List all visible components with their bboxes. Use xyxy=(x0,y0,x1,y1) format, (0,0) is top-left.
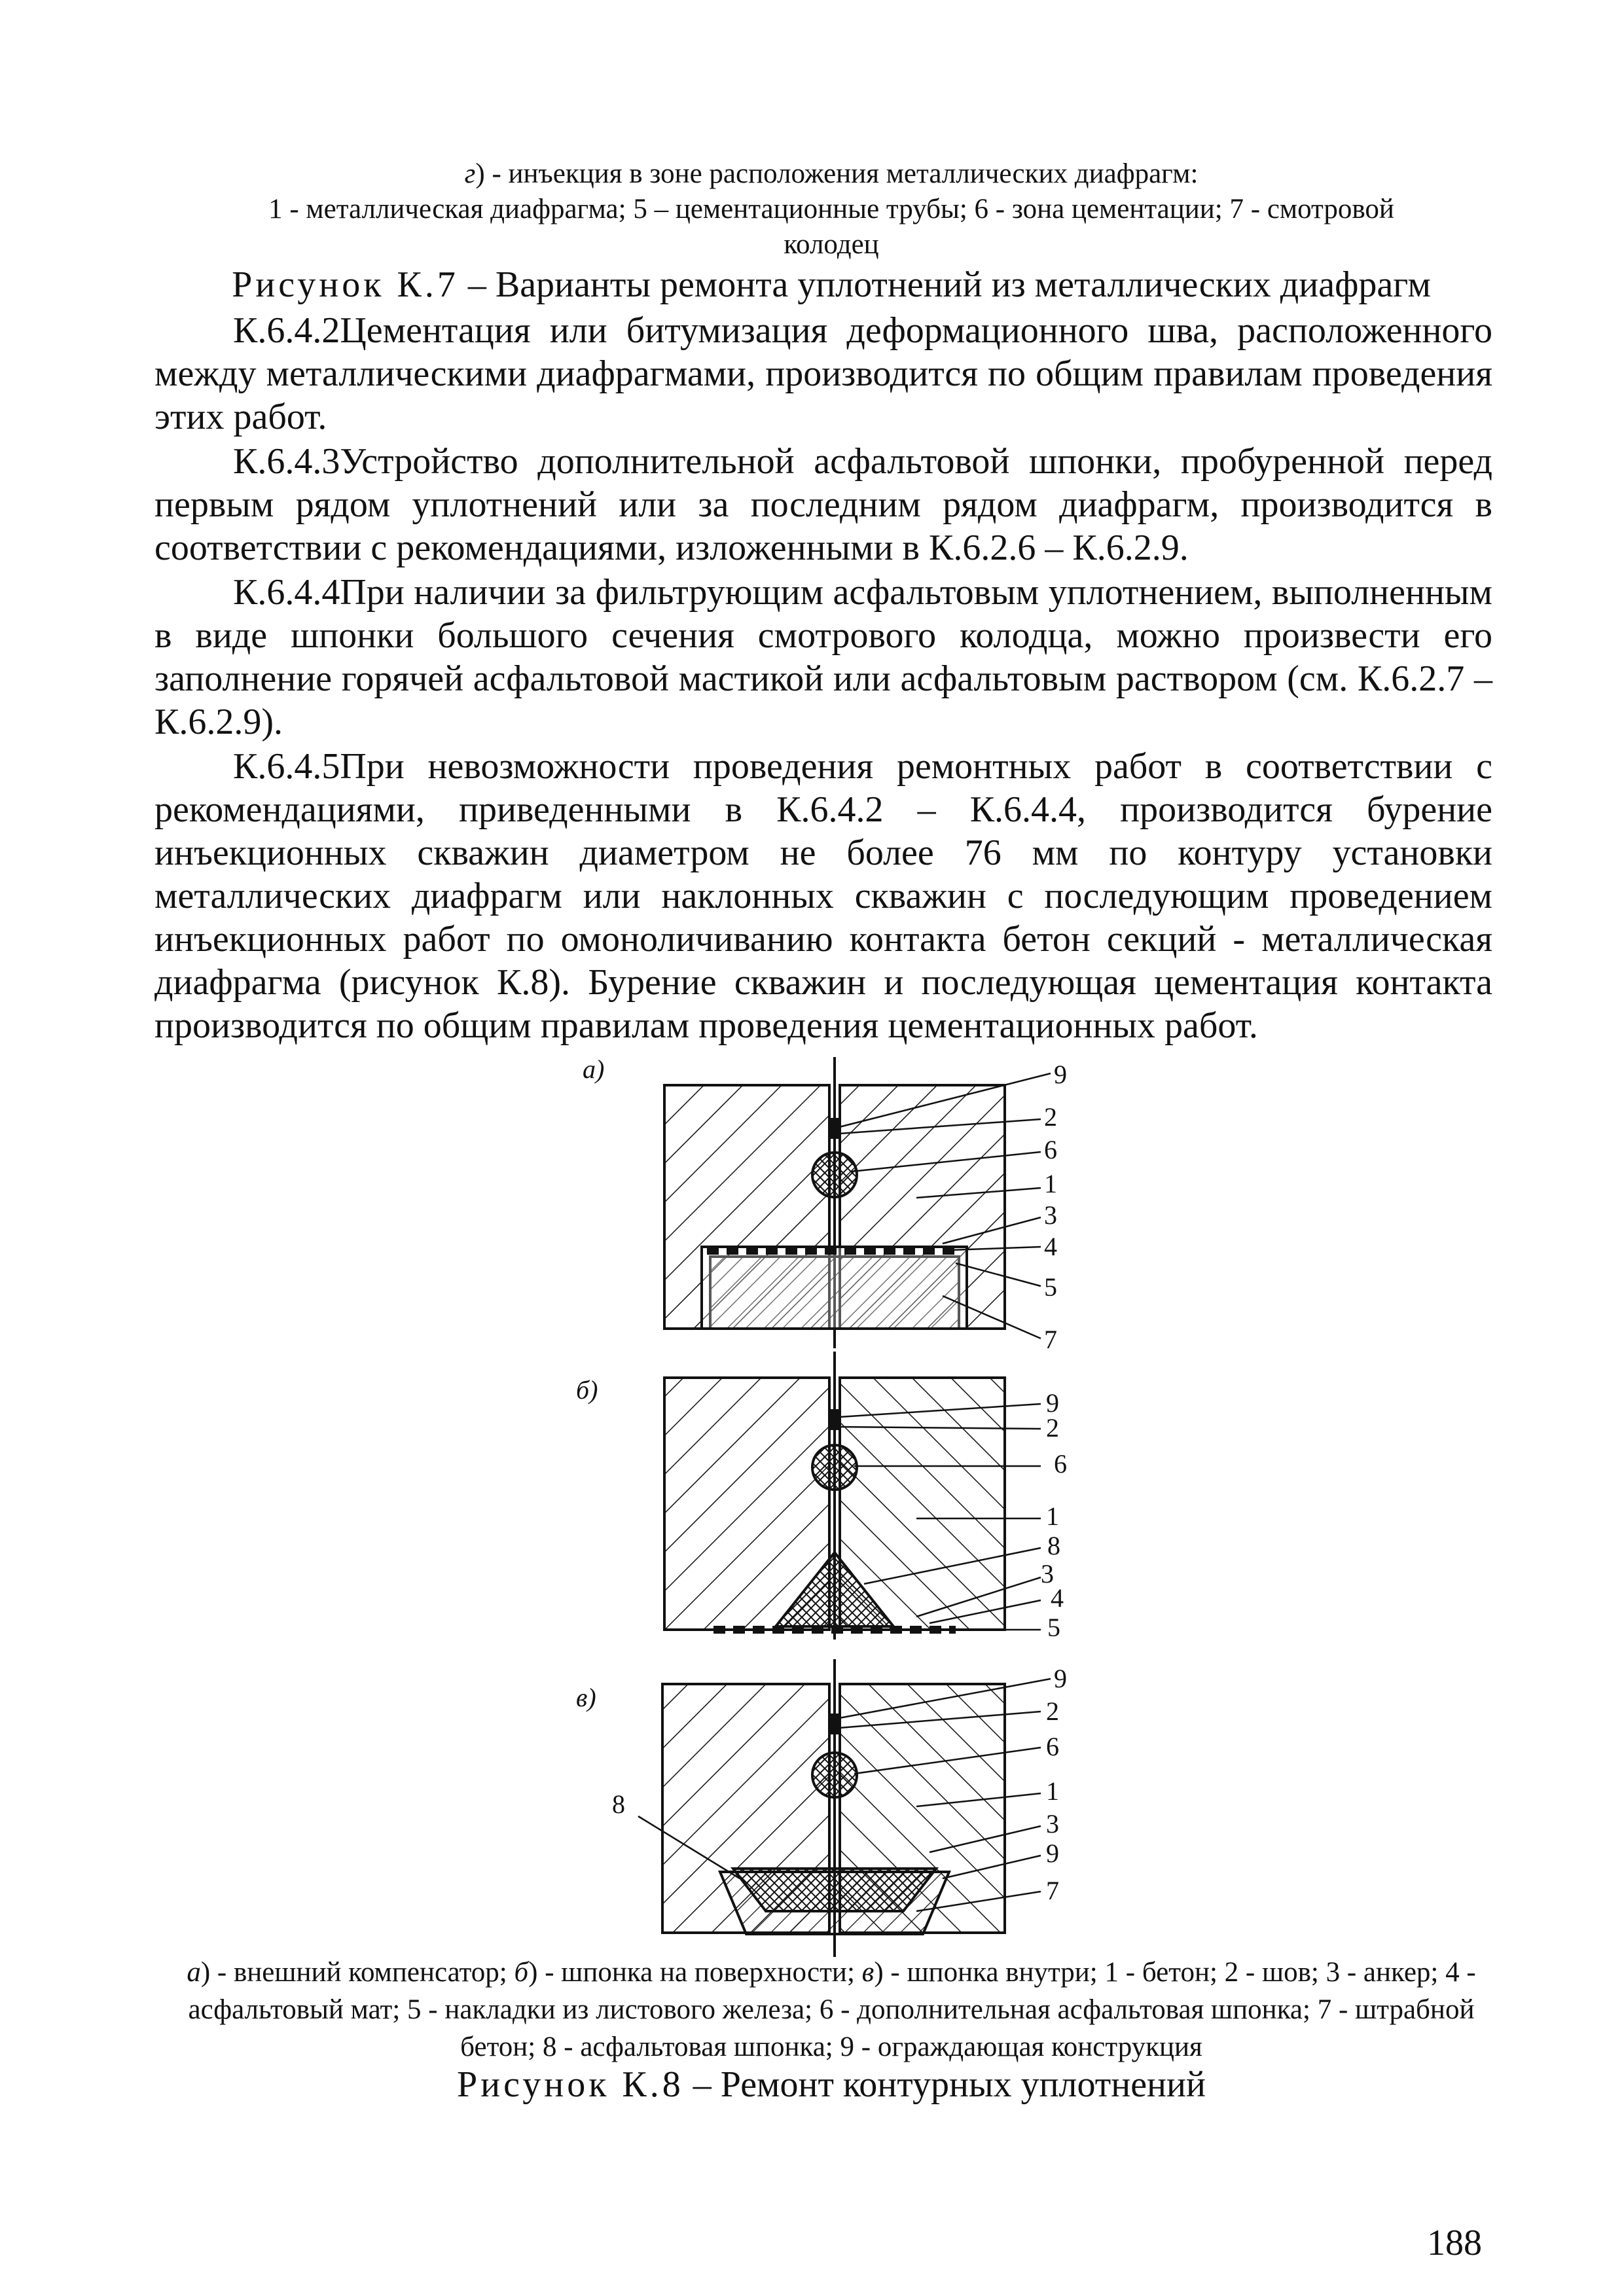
top-caption-line2: 1 - металлическая диафрагма; 5 – цементационные трубы; 6 - зона цементации; 7 - смотровой xyxy=(268,194,1394,224)
subfigure-c xyxy=(662,1659,1005,1957)
top-caption-line3: колодец xyxy=(784,229,879,260)
label-c-1: 1 xyxy=(1046,1776,1059,1806)
label-a-1: 1 xyxy=(1044,1169,1057,1198)
label-a-7: 7 xyxy=(1044,1325,1057,1354)
paragraph-number: К.6.4.5 xyxy=(233,746,340,787)
paragraph-number: К.6.4.4 xyxy=(233,572,340,613)
asphalt-key-6 xyxy=(812,1153,857,1197)
labels-b xyxy=(1041,1388,1067,1642)
caption-marker-a: а xyxy=(187,1957,201,1988)
label-b-2: 2 xyxy=(1046,1413,1059,1443)
paragraph-text: При наличии за фильтрующим асфальтовым уплотнением, выполненным в виде шпонки большого сечения смотрового колодца, можно произвести его заполнение горячей асфальтовой мастикой или асфальтовым раствором (см. К.6.2.7 – К.6.2.9). xyxy=(154,572,1492,742)
paragraph-number: К.6.4.2 xyxy=(233,310,340,351)
caption-marker-b: б xyxy=(514,1957,529,1988)
subfigure-a-label: а) xyxy=(583,1054,605,1084)
figure-k7-label: Рисунок К.7 xyxy=(232,264,459,305)
figure-k8-text: – Ремонт контурных уплотнений xyxy=(683,2064,1206,2105)
paragraph-number: К.6.4.3 xyxy=(233,441,340,482)
label-a-4: 4 xyxy=(1044,1232,1057,1261)
asphalt-key-6 xyxy=(812,1445,857,1490)
figure-k8-title xyxy=(157,2062,1506,2108)
label-a-6: 6 xyxy=(1044,1135,1057,1164)
page-number: 188 xyxy=(1427,2223,1482,2263)
label-b-5: 5 xyxy=(1047,1613,1060,1642)
label-a-3: 3 xyxy=(1044,1200,1057,1230)
label-b-1: 1 xyxy=(1046,1501,1059,1531)
subfigure-b xyxy=(664,1352,1005,1640)
caption-c-text: ) - шпонка внутри; 1 - бетон; 2 - шов; 3 - анкер; 4 - асфальтовый мат; 5 - накладки из листового железа; 6 - дополнительная асфальтовая шпонка; 7 - штрабной бетон; 8 - асфальтовая шпонка; 9 - ограждающая конструкция xyxy=(188,1957,1476,2062)
label-a-2: 2 xyxy=(1044,1102,1057,1132)
label-c-8: 8 xyxy=(612,1789,625,1819)
label-c-9: 9 xyxy=(1054,1664,1067,1693)
label-b-9: 9 xyxy=(1046,1388,1059,1418)
label-b-4: 4 xyxy=(1051,1583,1064,1613)
label-a-5: 5 xyxy=(1044,1272,1057,1302)
label-c-9b: 9 xyxy=(1046,1839,1059,1868)
paragraph-text: Цементация или битумизация деформационного шва, расположенного между металлическими диафрагмами, производится по общим правилам проведения этих работ. xyxy=(154,310,1492,437)
label-b-8: 8 xyxy=(1047,1531,1060,1560)
repair-pit xyxy=(702,1247,967,1329)
label-c-2: 2 xyxy=(1046,1696,1059,1726)
label-b-6: 6 xyxy=(1054,1449,1067,1479)
figure-k7-text: – Варианты ремонта уплотнений из металлических диафрагм xyxy=(458,264,1431,305)
label-b-3: 3 xyxy=(1041,1559,1054,1588)
label-c-6: 6 xyxy=(1046,1732,1059,1761)
subfigure-b-label: б) xyxy=(576,1375,598,1405)
bottom-caption xyxy=(147,1954,1515,2066)
asphalt-key-6 xyxy=(812,1753,857,1797)
label-c-7: 7 xyxy=(1046,1876,1059,1905)
label-a-9: 9 xyxy=(1054,1060,1067,1089)
caption-b-text: ) - шпонка на поверхности; xyxy=(528,1957,862,1988)
caption-text: ) - инъекция в зоне расположения металлических диафрагм: xyxy=(475,158,1199,189)
figure-k8-label: Рисунок К.8 xyxy=(457,2064,684,2105)
subfigure-c-label: в) xyxy=(576,1683,596,1712)
subfigure-a xyxy=(664,1057,1005,1348)
labels-a xyxy=(1044,1060,1067,1354)
paragraph-text: При невозможности проведения ремонтных работ в соответствии с рекомендациями, приведенными в К.6.4.2 – К.6.4.4, производится бурение инъекционных скважин диаметром не более 76 мм по контуру установки металлических диафрагм или наклонных скважин с последующим проведением инъекционных работ по омоноличиванию контакта бетон секций - металлическая диафрагма (рисунок К.8). Бурение скважин и последующая цементация контакта производится по общим правилам проведения цементационных работ. xyxy=(154,746,1492,1046)
asphalt-key-8 xyxy=(733,1869,936,1911)
caption-marker-c: в xyxy=(861,1957,875,1988)
label-c-3: 3 xyxy=(1046,1809,1059,1839)
caption-marker: г xyxy=(464,158,476,189)
caption-a-text: ) - внешний компенсатор; xyxy=(200,1957,514,1988)
paragraph-text: Устройство дополнительной асфальтовой шпонки, пробуренной перед первым рядом уплотнений или за последним рядом диафрагм, производится в соответствии с рекомендациями, изложенными в К.6.2.6 – К.6.2.9. xyxy=(154,441,1492,568)
